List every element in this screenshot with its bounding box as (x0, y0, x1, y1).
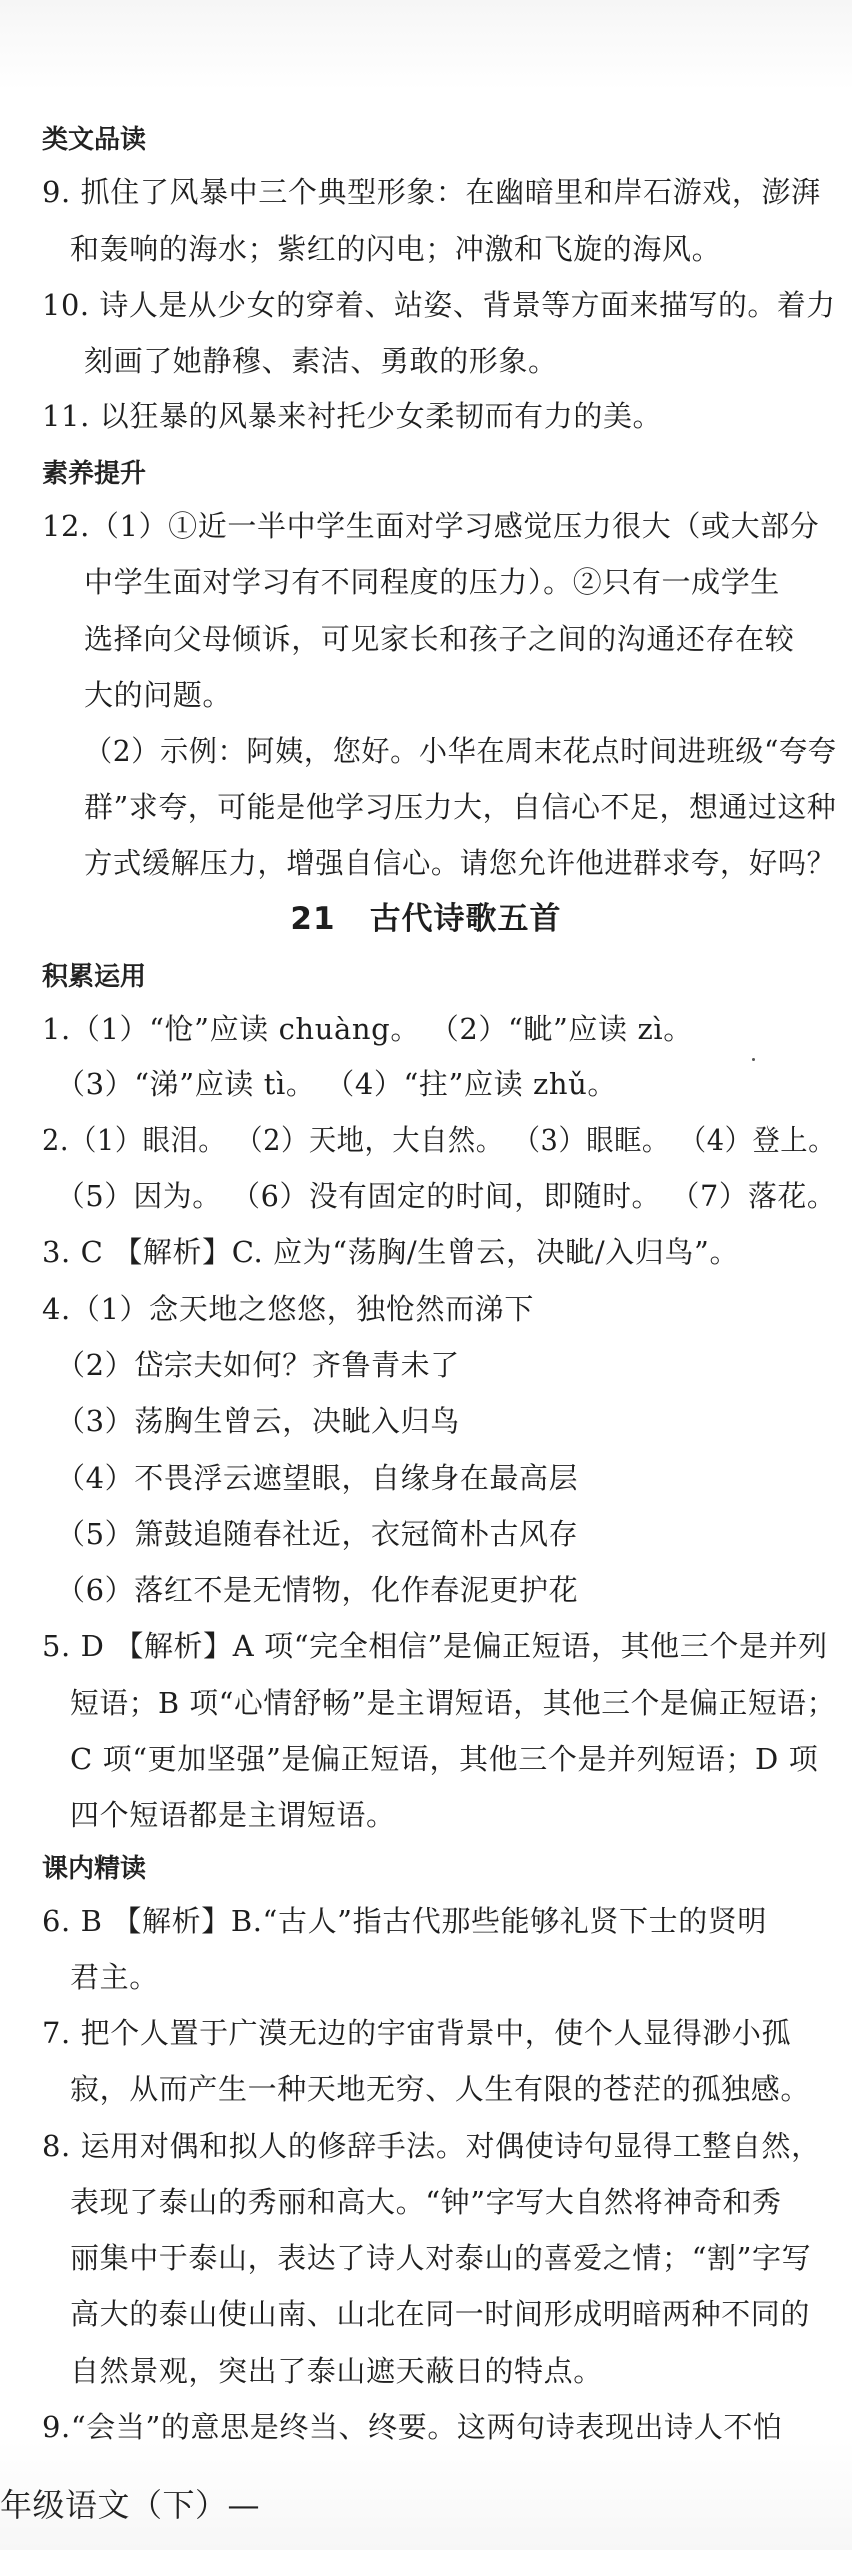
answer-line: 8. 运用对偶和拟人的修辞手法。对偶使诗句显得工整自然， (42, 2129, 821, 2163)
answer-line: 选择向父母倾诉，可见家长和孩子之间的沟通还存在较 (84, 622, 795, 656)
section-heading-close-reading: 课内精读 (42, 1854, 147, 1884)
answer-line: C 项“更加坚强”是偏正短语，其他三个是并列短语；D 项 (70, 1742, 819, 1776)
answer-line: 四个短语都是主谓短语。 (70, 1798, 396, 1832)
answer-line: 丽集中于泰山，表达了诗人对泰山的喜爱之情；“割”字写 (70, 2241, 812, 2275)
answer-line: （4）不畏浮云遮望眼，自缘身在最高层 (56, 1461, 579, 1495)
answer-line: 1.（1）“怆”应读 chuàng。 （2）“眦”应读 zì。 (42, 1012, 693, 1046)
section-heading-literacy: 素养提升 (42, 459, 147, 489)
answer-line: （6）落红不是无情物，化作春泥更护花 (56, 1573, 579, 1607)
answer-line: （2）岱宗夫如何？齐鲁青未了 (56, 1348, 460, 1382)
section-heading-reading: 类文品读 (42, 125, 147, 155)
answer-line: 4.（1）念天地之悠悠，独怆然而涕下 (42, 1292, 534, 1326)
answer-line: 5. D 【解析】A 项“完全相信”是偏正短语，其他三个是并列 (42, 1629, 828, 1663)
section-heading-accumulation: 积累运用 (42, 962, 147, 992)
answer-line: （3）“涕”应读 tì。 （4）“拄”应读 zhǔ。 (56, 1067, 618, 1101)
answer-line: （5）箫鼓追随春社近，衣冠简朴古风存 (56, 1517, 579, 1551)
answer-line: 11. 以狂暴的风暴来衬托少女柔韧而有力的美。 (42, 399, 663, 433)
answer-line: 6. B 【解析】B.“古人”指古代那些能够礼贤下士的贤明 (42, 1904, 767, 1938)
answer-line: 高大的泰山使山南、山北在同一时间形成明暗两种不同的 (70, 2297, 811, 2331)
answer-line: 表现了泰山的秀丽和高大。“钟”字写大自然将神奇和秀 (70, 2185, 782, 2219)
answer-line: 中学生面对学习有不同程度的压力）。②只有一成学生 (84, 565, 780, 599)
answer-line: 3. C 【解析】C. 应为“荡胸/生曾云，决眦/入归鸟”。 (42, 1235, 740, 1269)
answer-line: 2.（1）眼泪。 （2）天地，大自然。 （3）眼眶。 （4）登上。 (42, 1123, 836, 1157)
answer-line: 12.（1）①近一半中学生面对学习感觉压力很大（或大部分 (42, 509, 820, 543)
answer-line: 刻画了她静穆、素洁、勇敢的形象。 (84, 344, 558, 378)
answer-line: 君主。 (70, 1960, 159, 1994)
answer-line: 自然景观，突出了泰山遮天蔽日的特点。 (70, 2354, 603, 2388)
answer-line: 群”求夸，可能是他学习压力大，自信心不足，想通过这种 (84, 790, 837, 824)
chapter-number: 21 (290, 901, 336, 937)
answer-line: 大的问题。 (84, 678, 233, 712)
answer-line: （3）荡胸生曾云，决眦入归鸟 (56, 1404, 460, 1438)
print-speck (752, 1058, 755, 1061)
answer-line: 7. 把个人置于广漠无边的宇宙背景中，使个人显得渺小孤 (42, 2016, 792, 2050)
answer-line: （2）示例：阿姨，您好。小华在周末花点时间进班级“夸夸 (84, 734, 837, 768)
answer-line: 方式缓解压力，增强自信心。请您允许他进群求夸，好吗？ (84, 846, 836, 880)
chapter-title (0, 898, 852, 940)
answer-line: 9. 抓住了风暴中三个典型形象：在幽暗里和岸石游戏，澎湃 (42, 175, 821, 209)
answer-line: （5）因为。 （6）没有固定的时间，即随时。 （7）落花。 (56, 1179, 837, 1213)
answer-line: 短语；B 项“心情舒畅”是主谓短语，其他三个是偏正短语； (70, 1686, 836, 1720)
chapter-name: 古代诗歌五首 (369, 901, 562, 937)
answer-line: 寂，从而产生一种天地无穷、人生有限的苍茫的孤独感。 (70, 2072, 811, 2106)
answer-line: 10. 诗人是从少女的穿着、站姿、背景等方面来描写的。着力 (42, 288, 836, 322)
page-footer: 年级语文（下）— (0, 2486, 261, 2524)
answer-line: 和轰响的海水；紫红的闪电；冲激和飞旋的海风。 (70, 232, 722, 266)
answer-line: 9.“会当”的意思是终当、终要。这两句诗表现出诗人不怕 (42, 2410, 783, 2444)
